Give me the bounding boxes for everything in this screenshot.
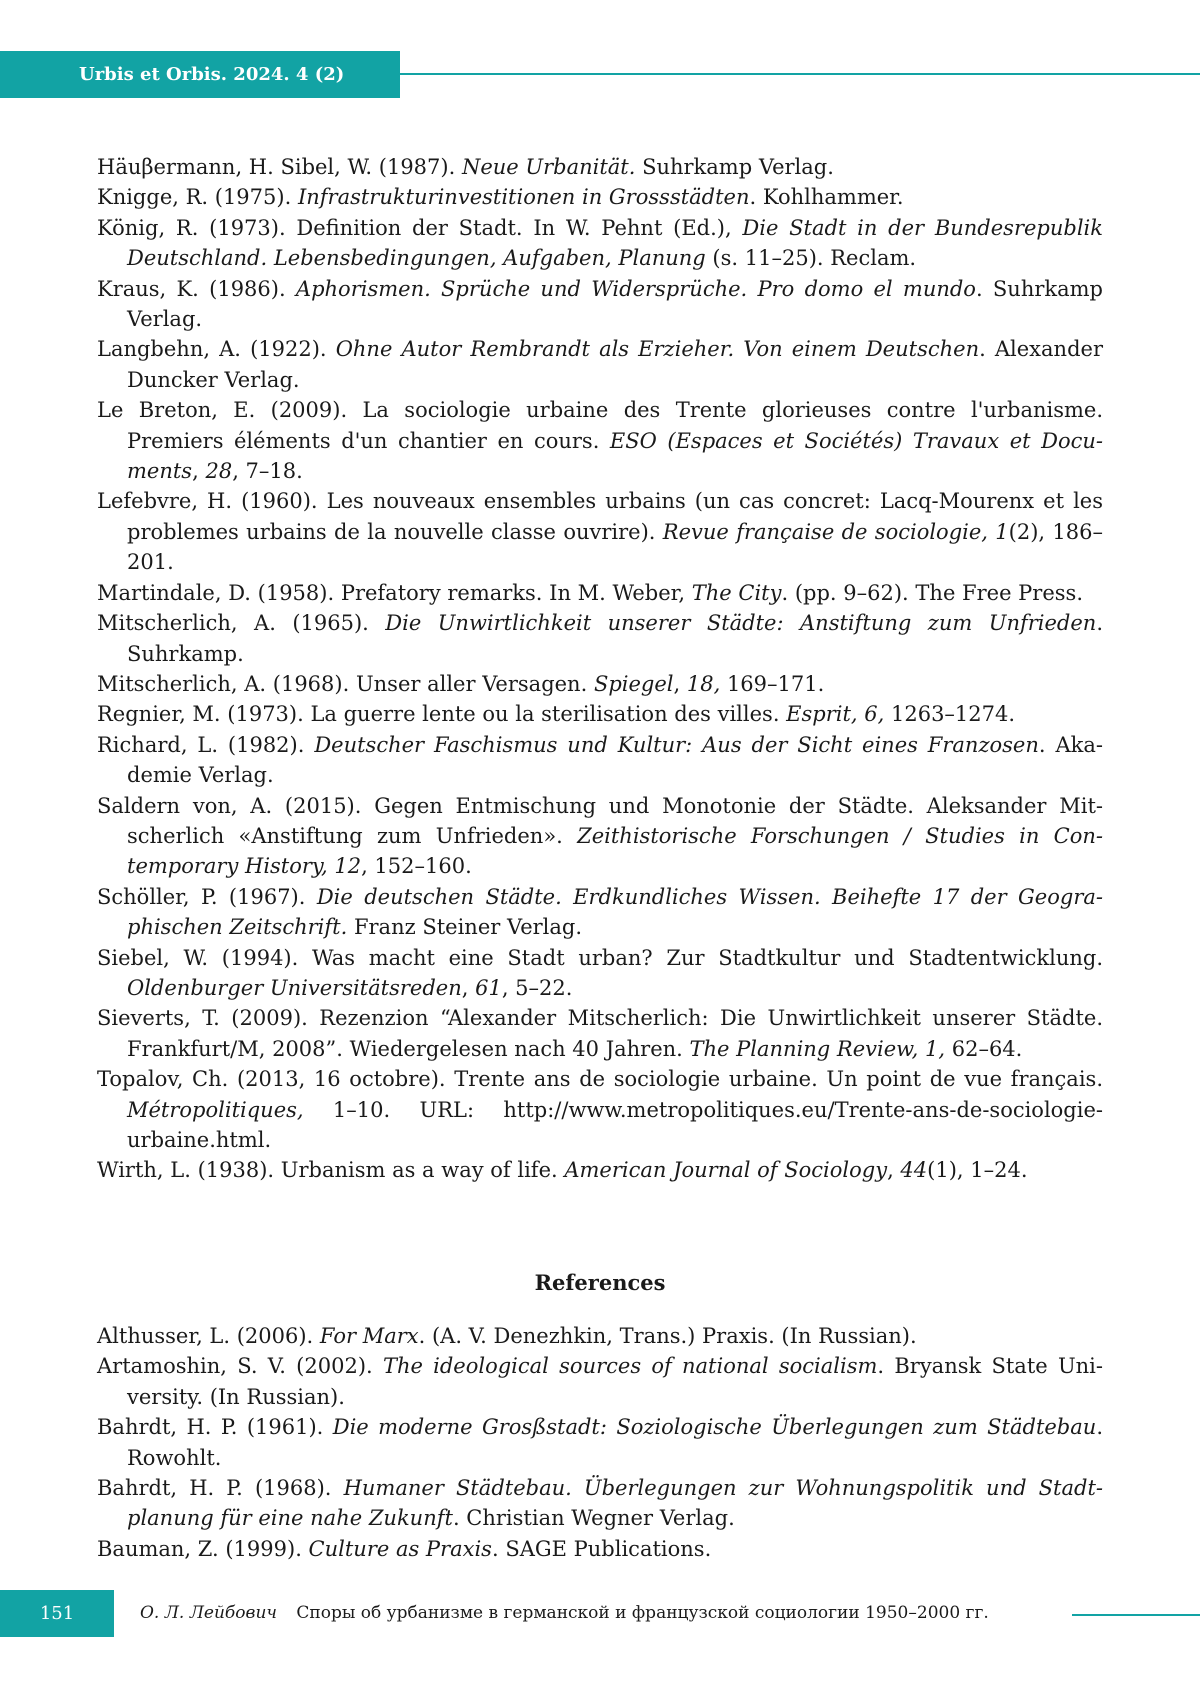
reference-text: Mitscherlich, A. (1968). Unser aller Versagen. [97, 671, 594, 696]
reference-text: Langbehn, A. (1922). [97, 337, 336, 362]
page-number-band [0, 1590, 114, 1637]
reference-text: Martindale, D. (1958). Prefatory remarks. In M. Weber, [97, 580, 692, 605]
reference-italic: Die deutschen Städte. Erdkundliches Wissen. Beihefte 17 der Geographischen Zeitschrift. [127, 884, 1103, 940]
reference-list-original [97, 152, 1103, 1186]
reference-entry [97, 1321, 1103, 1351]
reference-text: . SAGE Publications. [491, 1536, 712, 1561]
reference-italic: 61 [475, 975, 502, 1000]
reference-text: Bahrdt, H. P. (1961). [97, 1415, 333, 1440]
reference-text: Saldern von, A. (2015). Gegen Entmischung und Monotonie der Städte. Aleksander Mitscherlich «Anstiftung zum Unfrieden». [97, 793, 1103, 848]
reference-text: . Kohlhammer. [749, 185, 904, 210]
reference-text: (2), 186–201. [127, 519, 1103, 575]
reference-text: Mitscherlich, A. (1965). [97, 611, 386, 636]
reference-text: Bauman, Z. (1999). [97, 1536, 309, 1561]
reference-entry [97, 1473, 1103, 1534]
reference-entry [97, 882, 1103, 943]
reference-italic: 18, [686, 671, 721, 696]
reference-italic: Esprit, 6, [786, 702, 885, 727]
reference-entry [97, 699, 1103, 729]
reference-entry [97, 1351, 1103, 1412]
reference-text: Sieverts, T. (2009). Rezenzion “Alexander Mitscherlich: Die Unwirtlichkeit unserer Städte. Frankfurt/M, 2008”. Wiedergelesen nach 40 Jahren. [97, 1006, 1103, 1061]
reference-text: (1), 1–24. [927, 1158, 1028, 1183]
reference-italic: Die Stadt in der Bundesrepublik Deutschland. Lebensbedingungen, Aufgaben, Planung [127, 215, 1103, 271]
reference-text: , [887, 1158, 901, 1183]
reference-italic: The Planning Review, 1, [689, 1036, 946, 1061]
reference-entry [97, 608, 1103, 669]
reference-italic: The ideological sources of national socialism [382, 1354, 878, 1379]
reference-text: . Alexander Duncker Verlag. [127, 337, 1103, 392]
reference-entry [97, 669, 1103, 699]
reference-italic: 28 [205, 459, 233, 484]
reference-text: 1263–1274. [884, 702, 1016, 727]
reference-text: Schöller, P. (1967). [97, 884, 317, 909]
reference-entry [97, 152, 1103, 182]
reference-text: Althusser, L. (2006). [97, 1324, 320, 1348]
reference-italic: The City [691, 580, 782, 605]
reference-italic: Oldenburger Universitätsreden [127, 975, 462, 1000]
reference-text: , 7–18. [232, 459, 303, 484]
page-number: 151 [39, 1603, 75, 1624]
reference-entry [97, 274, 1103, 335]
reference-entry [97, 334, 1103, 395]
reference-text: , 5–22. [501, 975, 573, 1000]
reference-text: , [192, 459, 206, 484]
reference-text: , [673, 671, 687, 696]
header-rule [400, 73, 1200, 75]
reference-text: Franz Steiner Verlag. [347, 915, 583, 940]
reference-italic: Die moderne Grosßstadt: Soziologische Überlegungen zum Städtebau [332, 1415, 1097, 1440]
reference-text: . (pp. 9–62). The Free Press. [781, 580, 1084, 605]
reference-text: . Christian Wegner Verlag. [452, 1506, 735, 1531]
reference-italic: Ohne Autor Rembrandt als Erzieher. Von einem Deutschen [335, 337, 980, 362]
reference-italic: American Journal of Sociology [564, 1158, 888, 1183]
reference-text: , [461, 975, 476, 1000]
reference-italic: Die Unwirtlichkeit unserer Städte: Anstiftung zum Unfrieden [385, 611, 1097, 636]
reference-text: Lefebvre, H. (1960). Les nouveaux ensembles urbains (un cas concret: Lacq-Mourenx et les problemes urbains de la nouvelle classe ouvrire). [97, 489, 1103, 544]
reference-text: Häuβermann, H. Sibel, W. (1987). [97, 155, 462, 179]
reference-entry [97, 213, 1103, 274]
reference-text: Artamoshin, S. V. (2002). [97, 1354, 383, 1379]
section-title-references: References [534, 1270, 666, 1295]
reference-text: Knigge, R. (1975). [97, 185, 298, 210]
reference-italic: Spiegel [593, 671, 674, 696]
reference-text: 62–64. [945, 1036, 1023, 1061]
reference-text: . Suhrkamp. [127, 611, 1104, 666]
reference-text: . Suhrkamp Verlag. [127, 276, 1103, 332]
reference-italic: Deutscher Faschismus und Kultur: Aus der Sicht eines Franzosen [314, 732, 1039, 757]
reference-text: . Akademie Verlag. [127, 732, 1103, 788]
reference-text: 169–171. [720, 671, 825, 696]
reference-text: , 152–160. [361, 854, 472, 879]
reference-italic: Culture as Praxis [308, 1536, 492, 1561]
reference-text: Richard, L. (1982). [97, 732, 315, 757]
reference-entry [97, 486, 1103, 577]
reference-list-translated [97, 1321, 1103, 1564]
reference-italic: Zeithistorische Forschungen / Studies in Contemporary History, 12 [127, 823, 1103, 879]
reference-entry [97, 730, 1103, 791]
reference-text: Kraus, K. (1986). [97, 276, 296, 301]
reference-text: . Rowohlt. [127, 1415, 1103, 1470]
reference-text: Topalov, Ch. (2013, 16 octobre). Trente ans de sociologie urbaine. Un point de vue français. [97, 1067, 1103, 1092]
reference-text: . Bryansk State University. (In Russian). [127, 1354, 1103, 1409]
reference-entry [97, 1003, 1103, 1064]
reference-italic: 44 [900, 1158, 928, 1183]
reference-entry [97, 182, 1103, 212]
reference-text: Wirth, L. (1938). Urbanism as a way of life. [97, 1158, 565, 1183]
reference-italic: Revue française de sociologie, 1 [662, 519, 1009, 544]
reference-text: 1–10. URL: http://www.metropolitiques.eu/Trente-ans-de-sociologie-urbaine.html. [127, 1097, 1103, 1152]
footer-rule [1072, 1614, 1200, 1616]
journal-title: Urbis et Orbis. 2024. 4 (2) [79, 64, 345, 85]
footer-author: О. Л. Лейбович [140, 1603, 277, 1623]
reference-text: Le Breton, E. (2009). La sociologie urbaine des Trente glorieuses contre l'urbanisme. Premiers éléments d'un chantier en cours. [97, 398, 1103, 453]
reference-italic: ESO (Espaces et Sociétés) Travaux et Documents [127, 428, 1103, 484]
running-footer [140, 1590, 989, 1637]
reference-entry [97, 395, 1103, 486]
reference-text: Bahrdt, H. P. (1968). [97, 1476, 344, 1501]
reference-entry [97, 578, 1103, 608]
reference-italic: Métropolitiques, [127, 1097, 304, 1122]
reference-italic: Aphorismen. Sprüche und Widersprüche. Pro domo el mundo [295, 276, 976, 301]
reference-italic: For Marx [319, 1324, 419, 1348]
reference-italic: Neue Urbanität. [461, 155, 636, 179]
reference-entry [97, 1064, 1103, 1155]
reference-entry [97, 943, 1103, 1004]
reference-italic: Humaner Städtebau. Überlegungen zur Wohnungspolitik und Stadtplanung für eine nahe Zukunft [127, 1476, 1103, 1531]
reference-entry [97, 1155, 1103, 1185]
reference-text: König, R. (1973). Definition der Stadt. In W. Pehnt (Ed.), [97, 215, 743, 240]
reference-entry [97, 1534, 1103, 1564]
reference-text: (s. 11–25). Reclam. [705, 246, 917, 271]
reference-entry [97, 791, 1103, 882]
reference-text: Regnier, M. (1973). La guerre lente ou la sterilisation des villes. [97, 702, 787, 727]
reference-text: Siebel, W. (1994). Was macht eine Stadt urban? Zur Stadtkultur und Stadtentwicklung. [97, 945, 1103, 970]
reference-text: . (A. V. Denezhkin, Trans.) Praxis. (In Russian). [418, 1324, 917, 1348]
reference-italic: Infrastrukturinvestitionen in Grossstädten [297, 185, 750, 210]
reference-entry [97, 1412, 1103, 1473]
journal-header [0, 51, 400, 98]
footer-article-title: Споры об урбанизме в германской и французской социологии 1950–2000 гг. [296, 1603, 989, 1623]
reference-text: Suhrkamp Verlag. [635, 155, 834, 179]
